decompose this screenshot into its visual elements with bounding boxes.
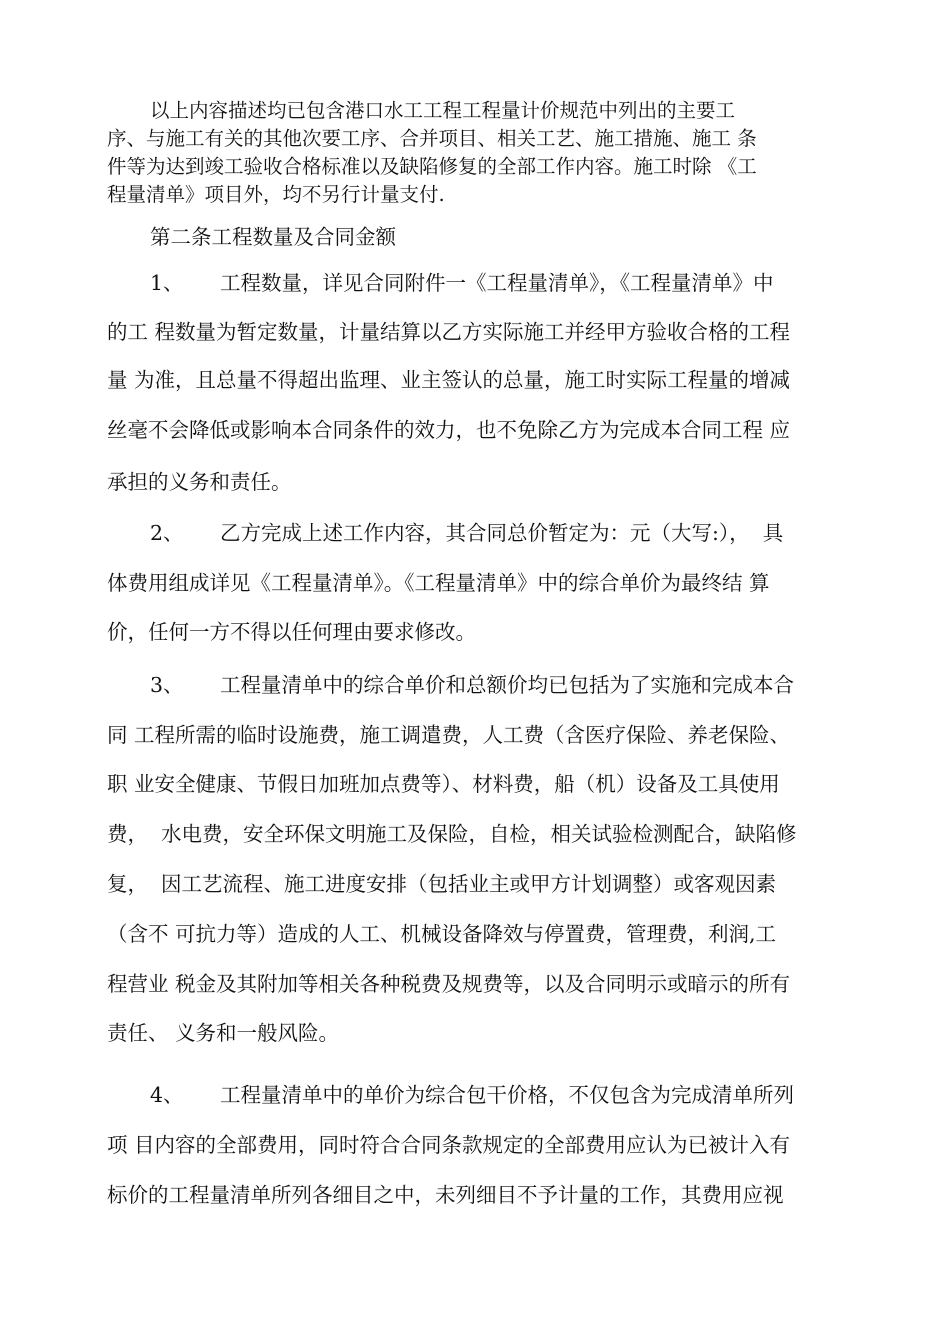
article-heading: 第二条工程数量及合同金额 — [150, 225, 396, 249]
clause-line: 量 为准，且总量不得超出监理、业主签认的总量，施工时实际工程量的增减 — [107, 368, 791, 392]
clause-line: 程营业 税金及其附加等相关各种税费及规费等，以及合同明示或暗示的所有 — [107, 972, 791, 996]
clause-number: 4、 — [150, 1083, 184, 1107]
intro-line: 以上内容描述均已包含港口水工工程工程量计价规范中列出的主要工 — [150, 99, 736, 122]
clause-line: 复， 因工艺流程、施工进度安排（包括业主或甲方计划调整）或客观因素 — [107, 872, 777, 896]
clause-line: 标价的工程量清单所列各细目之中，未列细目不予计量的工作，其费用应视 — [107, 1183, 784, 1207]
clause-line: 乙方完成上述工作内容，其合同总价暂定为：元（大写:）， 具 — [220, 521, 784, 545]
clause-line: 职 业安全健康、节假日加班加点费等）、材料费，船（机）设备及工具使用 — [107, 772, 780, 796]
clause-line: 责任、 义务和一般风险。 — [107, 1021, 340, 1045]
intro-line: 件等为达到竣工验收合格标准以及缺陷修复的全部工作内容。施工时除 《工 — [107, 155, 757, 178]
intro-line: 序、与施工有关的其他次要工序、合并项目、相关工艺、施工措施、施工 条 — [107, 127, 757, 150]
clause-line: 工程量清单中的综合单价和总额价均已包括为了实施和完成本合 — [220, 673, 794, 697]
clause-line: 丝毫不会降低或影响本合同条件的效力，也不免除乙方为完成本合同工程 应 — [107, 418, 791, 442]
clause-line: 费， 水电费，安全环保文明施工及保险，自检，相关试验检测配合，缺陷修 — [107, 822, 797, 846]
clause-number: 2、 — [150, 521, 184, 545]
clause-number: 3、 — [150, 673, 184, 697]
clause-line: 的工 程数量为暂定数量，计量结算以乙方实际施工并经甲方验收合格的工程 — [107, 320, 791, 344]
clause-line: 体费用组成详见《工程量清单》。《工程量清单》中的综合单价为最终结 算 — [107, 571, 770, 595]
intro-line: 程量清单》项目外，均不另行计量支付. — [107, 183, 445, 206]
clause-line: 工程数量，详见合同附件一《工程量清单》，《工程量清单》中 — [220, 271, 774, 295]
clause-line: 工程量清单中的单价为综合包干价格，不仅包含为完成清单所列 — [220, 1083, 794, 1107]
clause-line: 价，任何一方不得以任何理由要求修改。 — [107, 620, 476, 644]
clause-line: （含不 可抗力等）造成的人工、机械设备降效与停置费，管理费，利润,工 — [107, 922, 777, 946]
clause-number: 1、 — [150, 271, 184, 295]
clause-line: 承担的义务和责任。 — [107, 470, 292, 494]
clause-line: 同 工程所需的临时设施费，施工调遣费，人工费（含医疗保险、养老保险、 — [107, 723, 791, 747]
clause-line: 项 目内容的全部费用，同时符合合同条款规定的全部费用应认为已被计入有 — [107, 1133, 791, 1157]
